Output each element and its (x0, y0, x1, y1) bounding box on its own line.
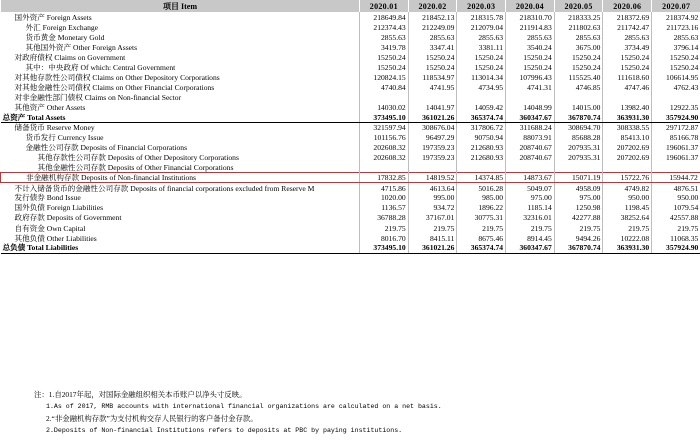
cell-value (408, 92, 457, 102)
cell-value: 42557.88 (669, 213, 699, 223)
row-label: 非金融机构存款 Deposits of Non-financial Institutions (1, 173, 360, 183)
cell-value: 218649.84 (360, 12, 409, 22)
row-label: 其中：中央政府 Of which: Central Government (1, 62, 360, 72)
table-row-highlighted (1, 173, 700, 183)
cell-value: 10222.08 (603, 233, 652, 243)
row-label: 其他金融性公司存款 Deposits of Other Financial Corporations (1, 163, 360, 173)
table-row (1, 233, 700, 243)
cell-value: 17832.85 (360, 173, 409, 183)
cell-value: 3540.24 (506, 42, 555, 52)
cell-value: 2855.63 (554, 32, 603, 42)
cell-value: 14015.00 (554, 102, 603, 112)
cell-value: 15250.24 (554, 62, 603, 72)
cell-value (457, 163, 506, 173)
table-row (1, 193, 700, 203)
cell-value: 219.75 (408, 223, 457, 233)
cell-value: 212079.04 (457, 22, 506, 32)
cell-value: 934.72 (408, 203, 457, 213)
cell-value: 297172.87 (652, 123, 700, 133)
cell-value: 4740.84 (360, 82, 409, 92)
cell-value: 207202.69 (603, 153, 652, 163)
cell-value: 212680.93 (457, 153, 506, 163)
cell-value: 218310.70 (506, 12, 555, 22)
cell-value: 111618.60 (603, 72, 652, 82)
period-column-header: 2020.01 (360, 0, 409, 12)
row-label: 其他存款性公司存款 Deposits of Other Depository Corporations (1, 153, 360, 163)
cell-value: 2855.63 (603, 32, 652, 42)
cell-value: 2855.63 (408, 32, 457, 42)
cell-value: 1198.45 (603, 203, 652, 213)
table-row (1, 163, 700, 173)
period-column-header: 2020.07 (652, 0, 700, 12)
cell-value: 2855.63 (457, 32, 506, 42)
cell-value: 3796.14 (673, 42, 699, 52)
cell-value: 1250.98 (554, 203, 603, 213)
cell-value: 308676.04 (408, 123, 457, 133)
cell-value: 995.00 (408, 193, 457, 203)
cell-value: 219.75 (506, 223, 555, 233)
cell-value: 101156.76 (360, 133, 409, 143)
cell-value: 373495.10 (360, 243, 409, 253)
cell-value: 218333.25 (554, 12, 603, 22)
cell-value: 361021.26 (408, 112, 457, 122)
cell-value: 208740.67 (506, 153, 555, 163)
row-label: 外汇 Foreign Exchange (1, 22, 360, 32)
cell-value: 15722.76 (603, 173, 652, 183)
table-row (1, 203, 700, 213)
cell-value: 207935.31 (554, 153, 603, 163)
cell-value: 317806.72 (457, 123, 506, 133)
cell-value: 15250.24 (669, 52, 699, 62)
cell-value: 15250.24 (603, 52, 652, 62)
table-row (1, 82, 700, 92)
cell-value: 14030.02 (360, 102, 409, 112)
table-row (1, 52, 700, 62)
footnote-line: 2.Deposits of Non-financial Institutions refers to deposits at PBC by paying institutions. (46, 427, 403, 434)
cell-value: 218315.78 (457, 12, 506, 22)
cell-value: 208740.67 (506, 143, 555, 153)
cell-value (506, 163, 555, 173)
cell-value: 37167.01 (408, 213, 457, 223)
period-column-header: 2020.06 (603, 0, 652, 12)
cell-value: 3347.41 (408, 42, 457, 52)
cell-value: 219.75 (677, 223, 699, 233)
cell-value: 11068.35 (670, 233, 699, 243)
cell-value: 15250.24 (360, 52, 409, 62)
row-label: 货币黄金 Monetary Gold (1, 32, 360, 42)
cell-value: 15250.24 (506, 62, 555, 72)
item-column-header: 项目 Item (1, 0, 360, 12)
cell-value: 4746.85 (554, 82, 603, 92)
row-label: 对其他金融性公司债权 Claims on Other Financial Corporations (1, 82, 360, 92)
period-column-header: 2020.05 (554, 0, 603, 12)
cell-value: 8415.11 (408, 233, 457, 243)
cell-value: 211723.16 (666, 22, 699, 32)
table-row (1, 133, 700, 143)
cell-value: 4715.86 (360, 183, 409, 193)
cell-value (506, 92, 555, 102)
cell-value: 4734.95 (457, 82, 506, 92)
cell-value: 3419.78 (360, 42, 409, 52)
cell-value: 4741.95 (408, 82, 457, 92)
table-row (1, 153, 700, 163)
cell-value: 15250.24 (360, 62, 409, 72)
cell-value: 8914.45 (506, 233, 555, 243)
cell-value: 1020.00 (360, 193, 409, 203)
cell-value (603, 92, 652, 102)
cell-value: 14059.42 (457, 102, 506, 112)
cell-value: 218374.92 (666, 12, 699, 22)
cell-value: 1079.54 (673, 203, 699, 213)
cell-value: 113014.34 (457, 72, 506, 82)
cell-value: 197359.23 (408, 143, 457, 153)
cell-value: 950.00 (603, 193, 652, 203)
cell-value: 3734.49 (603, 42, 652, 52)
cell-value: 32316.01 (506, 213, 555, 223)
table-row (1, 62, 700, 72)
cell-value: 219.75 (554, 223, 603, 233)
row-label: 对非金融性部门债权 Claims on Non-financial Sector (1, 92, 360, 102)
table-row (1, 102, 700, 112)
cell-value: 106614.95 (666, 72, 699, 82)
cell-value: 207935.31 (554, 143, 603, 153)
cell-value: 3381.11 (457, 42, 506, 52)
table-row (1, 32, 700, 42)
cell-value: 357924.90 (652, 112, 700, 122)
cell-value: 975.00 (554, 193, 603, 203)
cell-value: 361021.26 (408, 243, 457, 253)
cell-value: 30775.31 (457, 213, 506, 223)
period-column-header: 2020.04 (506, 0, 555, 12)
table-row (1, 213, 700, 223)
cell-value: 360347.67 (506, 112, 555, 122)
cell-value: 985.00 (457, 193, 506, 203)
cell-value: 1185.14 (506, 203, 555, 213)
period-column-header: 2020.02 (408, 0, 457, 12)
cell-value: 96497.29 (408, 133, 457, 143)
cell-value (360, 163, 409, 173)
cell-value: 373495.10 (360, 112, 409, 122)
cell-value: 212374.43 (360, 22, 409, 32)
cell-value: 15250.24 (554, 52, 603, 62)
cell-value: 3675.00 (554, 42, 603, 52)
cell-value: 85688.28 (554, 133, 603, 143)
cell-value: 15250.24 (669, 62, 699, 72)
table-row (1, 183, 700, 193)
cell-value: 357924.90 (652, 243, 700, 253)
cell-value: 218452.13 (408, 12, 457, 22)
row-label: 政府存款 Deposits of Government (1, 213, 360, 223)
cell-value (603, 163, 652, 173)
table-row (1, 112, 700, 122)
footnote-line: 注：1.自2017年起，对国际金融组织相关本币账户以净头寸反映。 (34, 390, 247, 399)
cell-value: 85166.78 (669, 133, 699, 143)
cell-value: 2855.63 (506, 32, 555, 42)
table-header-row (1, 0, 700, 12)
cell-value: 367870.74 (554, 112, 603, 122)
table-row (1, 92, 700, 102)
row-label: 不计入储备货币的金融性公司存款 Deposits of financial corporations excluded from Reserve M (1, 183, 360, 193)
cell-value: 4749.82 (603, 183, 652, 193)
cell-value: 9494.26 (554, 233, 603, 243)
cell-value: 38252.64 (603, 213, 652, 223)
table-row (1, 42, 700, 52)
cell-value: 219.75 (603, 223, 652, 233)
cell-value: 202608.32 (360, 153, 409, 163)
cell-value: 4876.51 (673, 183, 699, 193)
period-column-header: 2020.03 (457, 0, 506, 12)
cell-value: 212249.09 (408, 22, 457, 32)
cell-value: 197359.23 (408, 153, 457, 163)
cell-value (554, 92, 603, 102)
cell-value: 365374.74 (457, 243, 506, 253)
cell-value: 4613.64 (408, 183, 457, 193)
cell-value: 1136.57 (360, 203, 409, 213)
footnote-line: 1.As of 2017, RMB accounts with international financial organizations are calculated on a net basis. (46, 403, 442, 410)
cell-value: 42277.88 (554, 213, 603, 223)
row-label: 对政府债权 Claims on Government (1, 52, 360, 62)
cell-value: 85413.10 (603, 133, 652, 143)
cell-value: 363931.30 (603, 243, 652, 253)
cell-value: 202608.32 (360, 143, 409, 153)
cell-value: 14873.67 (506, 173, 555, 183)
cell-value: 211742.47 (603, 22, 652, 32)
table-row (1, 243, 700, 253)
cell-value: 8675.46 (457, 233, 506, 243)
table-row (1, 143, 700, 153)
row-label: 金融性公司存款 Deposits of Financial Corporations (1, 143, 360, 153)
cell-value: 360347.67 (506, 243, 555, 253)
cell-value: 15944.72 (652, 173, 700, 183)
cell-value: 14048.99 (506, 102, 555, 112)
cell-value: 120824.15 (360, 72, 409, 82)
cell-value: 14041.97 (408, 102, 457, 112)
cell-value: 2855.63 (673, 32, 699, 42)
cell-value: 211802.63 (554, 22, 603, 32)
row-label: 其他负债 Other Liabilities (1, 233, 360, 243)
cell-value: 15250.24 (408, 52, 457, 62)
cell-value: 118534.97 (408, 72, 457, 82)
cell-value: 90750.94 (457, 133, 506, 143)
cell-value (457, 92, 506, 102)
table-body (1, 12, 700, 253)
cell-value: 15071.19 (554, 173, 603, 183)
cell-value: 311688.24 (506, 123, 555, 133)
cell-value: 2855.63 (360, 32, 409, 42)
row-label: 总资产 Total Assets (1, 112, 360, 122)
cell-value (652, 92, 700, 102)
table-row (1, 22, 700, 32)
cell-value: 207202.69 (603, 143, 652, 153)
cell-value: 5049.07 (506, 183, 555, 193)
cell-value: 36788.28 (360, 213, 409, 223)
row-label: 总负债 Total Liabilities (1, 243, 360, 253)
cell-value: 1896.22 (457, 203, 506, 213)
cell-value: 212680.93 (457, 143, 506, 153)
row-label: 国外负债 Foreign Liabilities (1, 203, 360, 213)
cell-value: 211914.83 (506, 22, 555, 32)
cell-value: 15250.24 (506, 52, 555, 62)
cell-value (554, 163, 603, 173)
cell-value: 107996.43 (506, 72, 555, 82)
cell-value (652, 163, 700, 173)
row-label: 对其他存款性公司债权 Claims on Other Depository Corporations (1, 72, 360, 82)
cell-value: 219.75 (457, 223, 506, 233)
cell-value: 975.00 (506, 193, 555, 203)
cell-value: 219.75 (360, 223, 409, 233)
row-label: 自有资金 Own Capital (1, 223, 360, 233)
cell-value: 367870.74 (554, 243, 603, 253)
cell-value (360, 92, 409, 102)
cell-value: 4762.43 (673, 82, 699, 92)
row-label: 储备货币 Reserve Money (1, 123, 360, 133)
row-label: 货币发行 Currency Issue (1, 133, 360, 143)
footnotes (34, 389, 674, 437)
footnote-line: 2.“非金融机构存款”为支付机构交存人民银行的客户备付金存款。 (46, 414, 258, 423)
row-label: 其他国外资产 Other Foreign Assets (1, 42, 360, 52)
cell-value: 14819.52 (408, 173, 457, 183)
cell-value: 365374.74 (457, 112, 506, 122)
cell-value: 308338.55 (603, 123, 652, 133)
cell-value: 4747.46 (603, 82, 652, 92)
cell-value: 14374.85 (457, 173, 506, 183)
cell-value: 12922.35 (669, 102, 699, 112)
table-row (1, 72, 700, 82)
cell-value: 115525.40 (554, 72, 603, 82)
cell-value: 15250.24 (457, 52, 506, 62)
cell-value: 8016.70 (360, 233, 409, 243)
cell-value: 5016.28 (457, 183, 506, 193)
cell-value: 4958.09 (554, 183, 603, 193)
row-label: 其他资产 Other Assets (1, 102, 360, 112)
table-row (1, 223, 700, 233)
cell-value: 13982.40 (603, 102, 652, 112)
table-row (1, 123, 700, 133)
cell-value: 950.00 (677, 193, 699, 203)
row-label: 发行债券 Bond Issue (1, 193, 360, 203)
cell-value: 196061.37 (666, 153, 699, 163)
cell-value: 196061.37 (666, 143, 699, 153)
cell-value: 363931.30 (603, 112, 652, 122)
cell-value: 4741.31 (506, 82, 555, 92)
cell-value: 321597.94 (360, 123, 409, 133)
cell-value (408, 163, 457, 173)
cell-value: 88073.91 (506, 133, 555, 143)
cell-value: 15250.24 (603, 62, 652, 72)
cell-value: 308694.70 (554, 123, 603, 133)
cell-value: 15250.24 (457, 62, 506, 72)
row-label: 国外资产 Foreign Assets (1, 12, 360, 22)
cell-value: 15250.24 (408, 62, 457, 72)
table-row (1, 12, 700, 22)
cell-value: 218372.69 (603, 12, 652, 22)
